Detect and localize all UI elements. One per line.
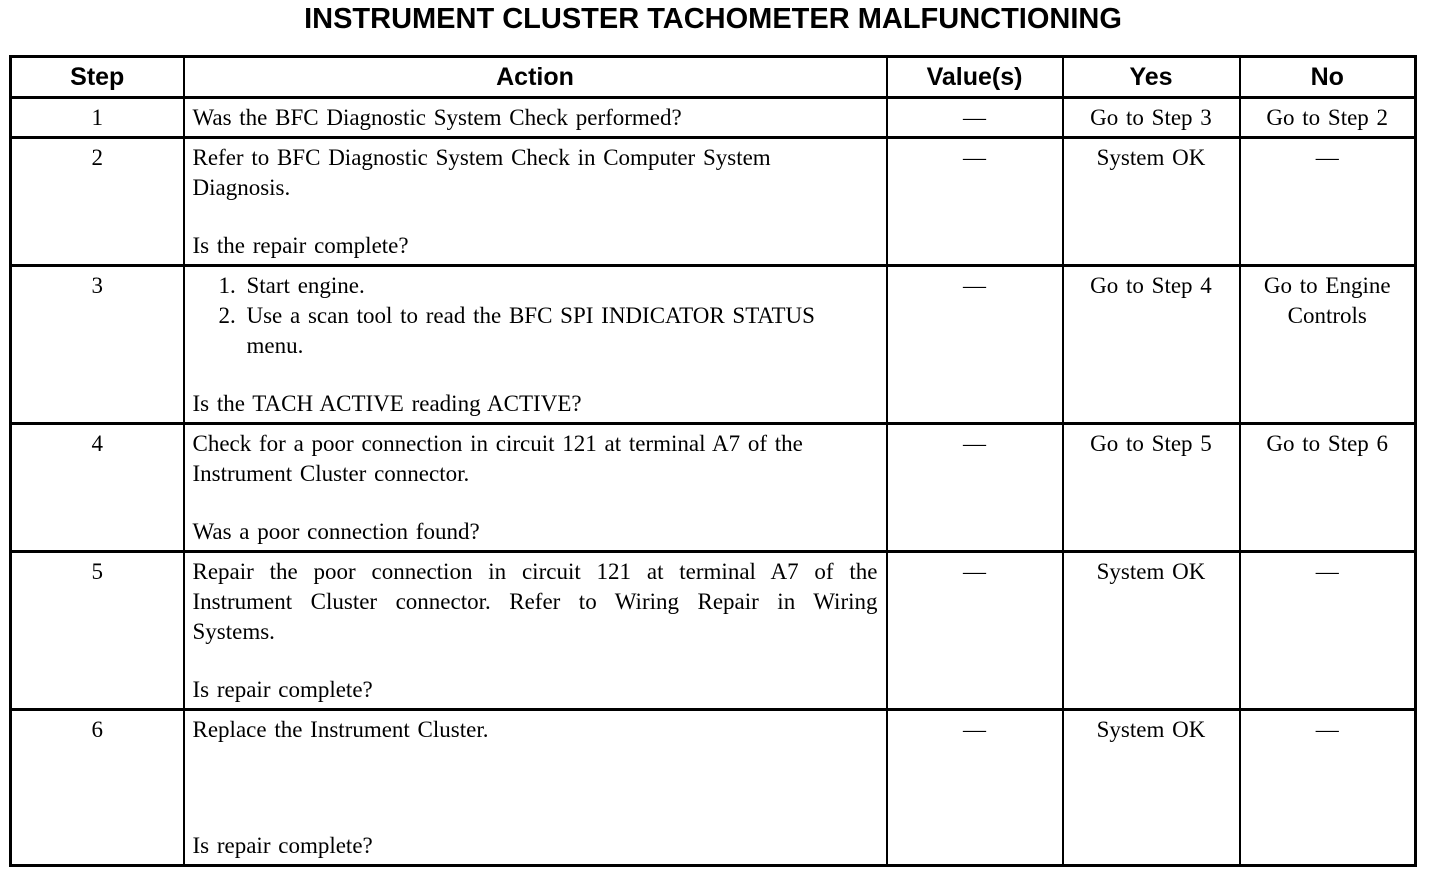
header-values: Value(s) xyxy=(887,57,1063,98)
action-question: Is repair complete? xyxy=(192,677,373,702)
action-question: Is repair complete? xyxy=(192,833,373,858)
no-cell: — xyxy=(1240,710,1416,866)
yes-cell: System OK xyxy=(1063,138,1240,266)
header-no: No xyxy=(1240,57,1416,98)
action-cell xyxy=(184,138,887,266)
substep-text: Use a scan tool to read the BFC SPI INDICATOR STATUS menu. xyxy=(246,303,815,358)
step-number: 6 xyxy=(11,710,184,866)
value-cell: — xyxy=(887,266,1063,424)
value-cell: — xyxy=(887,98,1063,138)
list-item xyxy=(219,301,878,361)
yes-cell: Go to Step 5 xyxy=(1063,424,1240,552)
value-cell: — xyxy=(887,552,1063,710)
action-cell xyxy=(184,710,887,866)
header-action: Action xyxy=(184,57,887,98)
header-step: Step xyxy=(11,57,184,98)
value-cell: — xyxy=(887,424,1063,552)
no-cell: — xyxy=(1240,552,1416,710)
action-text: Was the BFC Diagnostic System Check performed? xyxy=(192,105,682,130)
table-header-row xyxy=(11,57,1416,98)
yes-cell: System OK xyxy=(1063,552,1240,710)
value-cell: — xyxy=(887,138,1063,266)
list-item xyxy=(219,271,878,301)
step-number: 3 xyxy=(11,266,184,424)
no-cell: Go to Step 2 xyxy=(1240,98,1416,138)
action-cell xyxy=(184,552,887,710)
table-row xyxy=(11,266,1416,424)
header-yes: Yes xyxy=(1063,57,1240,98)
action-text: Repair the poor connection in circuit 121 at terminal A7 of the Instrument Cluster connector. Refer to Wiring Repair in Wiring Systems. xyxy=(192,559,878,644)
table-row xyxy=(11,138,1416,266)
action-cell xyxy=(184,424,887,552)
yes-cell: Go to Step 4 xyxy=(1063,266,1240,424)
table-row xyxy=(11,98,1416,138)
action-cell xyxy=(184,266,887,424)
action-text: Refer to BFC Diagnostic System Check in Computer System Diagnosis. xyxy=(192,145,771,200)
substep-list xyxy=(193,271,878,361)
action-question: Was a poor connection found? xyxy=(192,519,480,544)
no-cell: — xyxy=(1240,138,1416,266)
step-number: 4 xyxy=(11,424,184,552)
action-question: Is the repair complete? xyxy=(192,233,409,258)
substep-number: 2. xyxy=(218,303,236,328)
action-text: Check for a poor connection in circuit 121 at terminal A7 of the Instrument Cluster connector. xyxy=(192,431,803,486)
value-cell: — xyxy=(887,710,1063,866)
page-title: INSTRUMENT CLUSTER TACHOMETER MALFUNCTIONING xyxy=(304,3,1122,35)
action-cell xyxy=(184,98,887,138)
diagnostic-table xyxy=(9,55,1417,867)
substep-number: 1. xyxy=(218,273,236,298)
table-row xyxy=(11,552,1416,710)
table-row xyxy=(11,424,1416,552)
action-question: Is the TACH ACTIVE reading ACTIVE? xyxy=(192,391,582,416)
step-number: 1 xyxy=(11,98,184,138)
yes-cell: Go to Step 3 xyxy=(1063,98,1240,138)
table-row xyxy=(11,710,1416,866)
action-text: Replace the Instrument Cluster. xyxy=(192,717,489,742)
substep-text: Start engine. xyxy=(246,273,365,298)
step-number: 2 xyxy=(11,138,184,266)
no-cell: Go to Step 6 xyxy=(1240,424,1416,552)
step-number: 5 xyxy=(11,552,184,710)
yes-cell: System OK xyxy=(1063,710,1240,866)
no-cell: Go to Engine Controls xyxy=(1240,266,1416,424)
